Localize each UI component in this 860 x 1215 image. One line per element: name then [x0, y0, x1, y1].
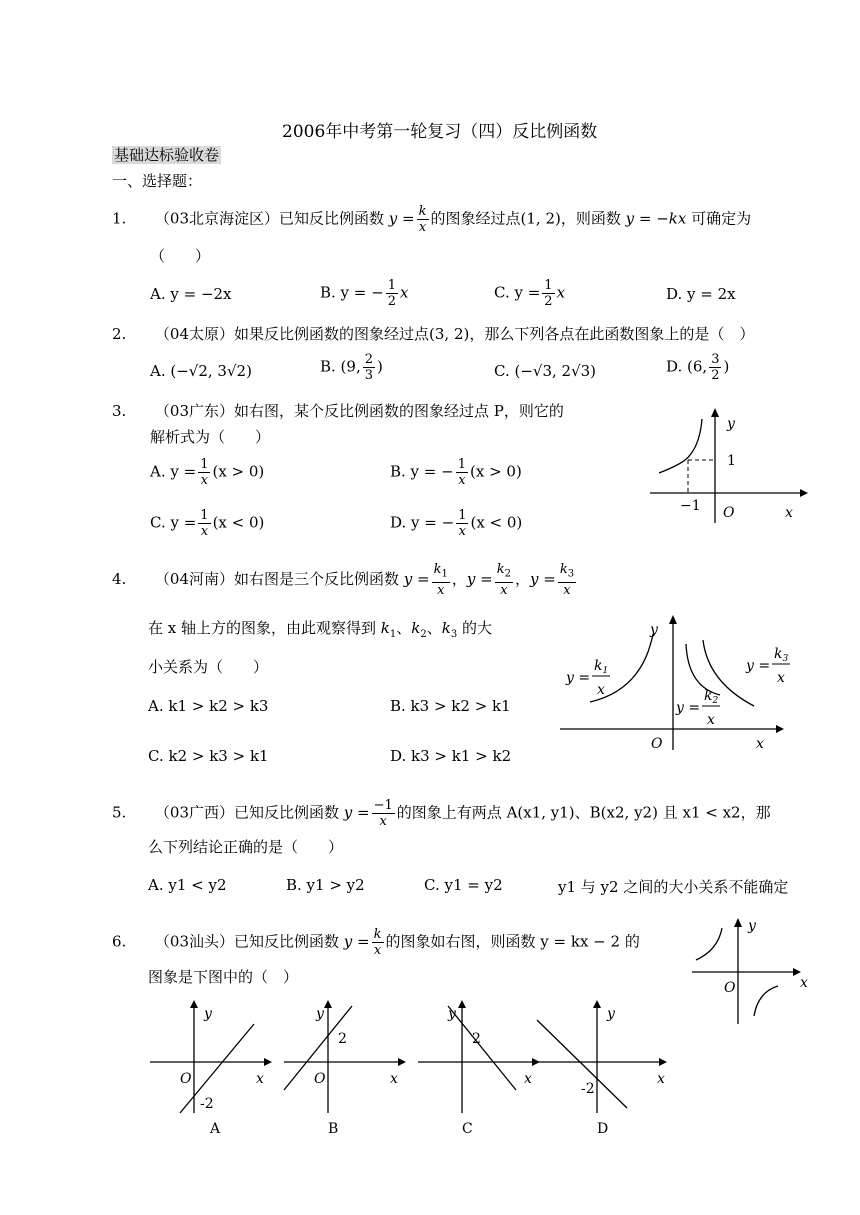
y-arrow-icon: [734, 918, 742, 927]
intercept-label: 2: [472, 1031, 481, 1047]
svg-text:O: O: [180, 1071, 192, 1087]
q1-option-d[interactable]: D. y = 2x: [666, 285, 736, 303]
svg-text:x: x: [597, 682, 605, 698]
one-label: 1: [727, 453, 736, 469]
x-label: x: [800, 975, 808, 991]
svg-text:x: x: [524, 1071, 532, 1087]
k2-num: $k_2$: [704, 688, 719, 706]
x-arrow-icon: [776, 725, 784, 733]
q5-text3: 么下列结论正确的是（ ）: [148, 838, 344, 856]
k3-num: $k_3$: [774, 646, 789, 664]
hyperbola-curve: [659, 419, 702, 473]
svg-text:x: x: [777, 670, 785, 686]
y-arrow-icon: [458, 1000, 466, 1008]
q4-option-c[interactable]: C. k2 > k3 > k1: [148, 747, 269, 765]
q6-graph: [690, 912, 810, 1027]
y-label: y: [650, 622, 658, 638]
question-5: 5. （03广西）已知反比例函数 y = $\frac{-1}{x}$ 的图象上有两点 A(x1, y1)、B(x2, y2) 且 x1 < x2，那: [112, 798, 771, 829]
choice-label: A: [210, 1121, 221, 1137]
q6-choice-d[interactable]: [535, 998, 675, 1140]
origin-label: O: [723, 505, 735, 521]
y-label: y: [748, 918, 756, 934]
q2-option-a[interactable]: A. (−√2, 3√2): [150, 362, 252, 380]
question-6: 6. （03汕头）已知反比例函数 y = $\frac{k}{x}$ 的图象如右图，则函数 y = kx − 2 的: [112, 927, 640, 958]
q5-option-b[interactable]: B. y1 > y2: [286, 876, 365, 894]
svg-text:x: x: [657, 1071, 665, 1087]
question-3: 3. （03广东）如右图，某个反比例函数的图象经过点 P，则它的: [112, 402, 564, 420]
q5-option-a[interactable]: A. y1 < y2: [148, 876, 227, 894]
part-heading: 一、选择题：: [112, 172, 203, 190]
q1-option-a[interactable]: A. y = −2x: [150, 285, 232, 303]
svg-text:x: x: [707, 712, 715, 728]
svg-text:O: O: [314, 1071, 326, 1087]
y-label: y: [727, 416, 735, 432]
curve-lower-right: [754, 986, 778, 1016]
svg-text:x: x: [256, 1071, 264, 1087]
x-arrow-icon: [398, 1058, 406, 1066]
q4-graph: [558, 612, 788, 752]
q3-option-d[interactable]: D. y = − $\frac{1}{x}$ (x < 0): [390, 508, 523, 539]
line-graph: [180, 1024, 254, 1113]
q4-option-a[interactable]: A. k1 > k2 > k3: [148, 697, 269, 715]
intercept-label: 2: [338, 1031, 347, 1047]
k3-label: y =: [746, 658, 771, 674]
q4-option-d[interactable]: D. k3 > k1 > k2: [390, 747, 512, 765]
q5-option-d[interactable]: y1 与 y2 之间的大小关系不能确定: [558, 878, 789, 896]
x-arrow-icon: [659, 1058, 667, 1066]
neg1-label: −1: [680, 498, 701, 514]
q2-option-b[interactable]: B. (9, $\frac{2}{3}$ ): [320, 352, 383, 383]
intercept-label: -2: [581, 1081, 595, 1097]
q5-option-c[interactable]: C. y1 = y2: [424, 876, 503, 894]
curve-k2: [686, 644, 720, 695]
question-4: 4. （04河南）如右图是三个反比例函数 y = $\frac{k_1}{x}$ ，y = $\frac{k_2}{x}$ ，y = $\frac{k_3}{x}$: [112, 562, 575, 598]
page-title: 2006年中考第一轮复习（四）反比例函数: [282, 122, 598, 142]
q3-graph: [645, 405, 810, 525]
q6-choice-c[interactable]: [416, 998, 546, 1140]
svg-text:y: y: [607, 1006, 615, 1022]
curve-upper-left: [696, 928, 722, 960]
q3-option-c[interactable]: C. y = $\frac{1}{x}$ (x < 0): [150, 508, 265, 539]
x-label: x: [756, 736, 764, 752]
q2-option-c[interactable]: C. (−√3, 2√3): [494, 362, 597, 380]
q3-option-a[interactable]: A. y = $\frac{1}{x}$ (x > 0): [150, 457, 265, 488]
q4-text3: 小关系为（ ）: [148, 658, 269, 676]
y-arrow-icon: [190, 1000, 198, 1008]
q4-text2: 在 x 轴上方的图象，由此观察得到 $k_1$、$k_2$、$k_3$ 的大: [148, 619, 493, 640]
question-1: 1. （03北京海淀区）已知反比例函数 y = $\frac{k}{x}$ 的图象经过点(1, 2)，则函数 y = −kx 可确定为: [112, 204, 752, 235]
k2-label: y =: [676, 700, 701, 716]
intercept-label: -2: [200, 1096, 214, 1112]
origin-label: O: [724, 980, 736, 996]
svg-text:x: x: [390, 1071, 398, 1087]
question-2: 2. （04太原）如果反比例函数的图象经过点(3, 2)，那么下列各点在此函数图象上的是（ ）: [112, 325, 755, 343]
y-arrow-icon: [324, 1000, 332, 1008]
origin-label: O: [651, 736, 663, 752]
choice-label: B: [328, 1121, 339, 1137]
q6-choice-a[interactable]: [148, 998, 278, 1140]
q6-text3: 图象是下图中的（ ）: [148, 968, 299, 986]
x-arrow-icon: [264, 1058, 272, 1066]
y-arrow-icon: [593, 1000, 601, 1008]
q2-option-d[interactable]: D. (6, $\frac{3}{2}$ ): [666, 352, 730, 383]
y-arrow-icon: [711, 408, 719, 417]
svg-text:y: y: [316, 1006, 324, 1022]
q3-text2: 解析式为（ ）: [150, 428, 271, 446]
q1-paren: （ ）: [150, 247, 211, 265]
q1-option-b[interactable]: B. y = − $\frac{1}{2}$ x: [320, 278, 409, 309]
q4-option-b[interactable]: B. k3 > k2 > k1: [390, 697, 511, 715]
q3-option-b[interactable]: B. y = − $\frac{1}{x}$ (x > 0): [390, 457, 522, 488]
k1-label: y =: [566, 670, 591, 686]
svg-text:y: y: [448, 1006, 456, 1022]
y-arrow-icon: [669, 615, 677, 624]
section-heading: 基础达标验收卷: [114, 146, 220, 164]
line-graph: [448, 1006, 516, 1090]
q6-choice-b[interactable]: [282, 998, 412, 1140]
x-arrow-icon: [800, 489, 808, 497]
x-label: x: [785, 505, 793, 521]
svg-text:y: y: [204, 1006, 212, 1022]
choice-label: D: [597, 1121, 609, 1137]
q1-option-c[interactable]: C. y = $\frac{1}{2}$ x: [494, 278, 566, 309]
choice-label: C: [462, 1121, 473, 1137]
k1-num: $k_1$: [594, 658, 609, 676]
